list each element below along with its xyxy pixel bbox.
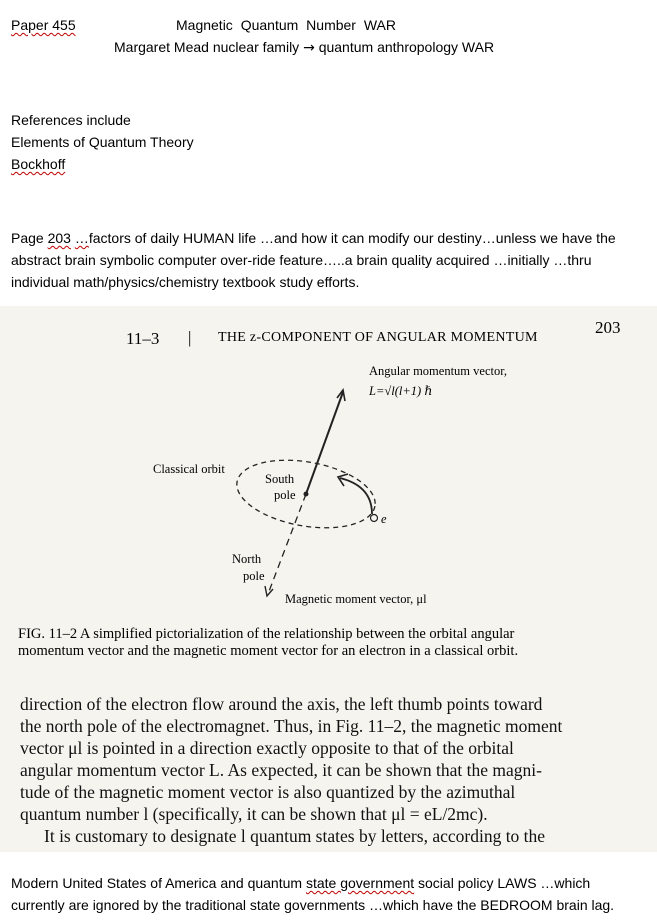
body-line-1: direction of the electron flow around the axis, the left thumb points toward — [20, 694, 543, 714]
electron-direction-arrow — [340, 478, 372, 514]
section-number: 11–3 — [126, 329, 160, 348]
footer-line-2: currently are ignored by the traditional state governments …which have the BEDROOM brain lag. — [11, 897, 615, 913]
footer-line-1 — [11, 872, 590, 894]
intro-page-number: 203 — [47, 230, 71, 246]
south-pole-label-1: South — [265, 472, 295, 486]
intro-line-2: abstract brain symbolic computer over-ride feature…..a brain quality acquired …initially …thru — [11, 252, 592, 268]
electron-icon — [371, 515, 378, 522]
angular-momentum-arrow — [306, 392, 343, 494]
magnetic-moment-label: Magnetic moment vector, μl — [285, 592, 427, 606]
document-title: Magnetic Quantum Number WAR — [176, 17, 396, 33]
angular-momentum-label: Angular momentum vector, — [369, 364, 508, 378]
body-line-3: vector μl is pointed in a direction exactly opposite to that of the orbital — [20, 738, 514, 758]
magnetic-arrowhead — [265, 586, 273, 596]
arrow-icon: → — [303, 40, 315, 56]
footer-state-government: state government — [305, 875, 415, 891]
document-subtitle — [114, 36, 494, 59]
figure-caption-1: FIG. 11–2 A simplified pictorialization of the relationship between the orbital angular — [18, 626, 515, 642]
intro-line-3: individual math/physics/chemistry textbook study efforts. — [11, 274, 360, 290]
body-line-7: It is customary to designate l quantum states by letters, according to the — [44, 826, 546, 846]
body-line-4: angular momentum vector L. As expected, it can be shown that the magni- — [20, 760, 542, 780]
angular-momentum-formula: L=√l(l+1) ℏ — [369, 384, 433, 398]
figure-caption-2: momentum vector and the magnetic moment vector for an electron in a classical orbit. — [18, 643, 519, 659]
magnetic-moment-arrow — [268, 494, 306, 594]
classical-orbit-label: Classical orbit — [153, 462, 225, 476]
intro-ellipsis: … — [74, 230, 89, 246]
subtitle-part-a: Margaret Mead nuclear family — [114, 39, 300, 55]
body-line-2: the north pole of the electromagnet. Thus, in Fig. 11–2, the magnetic moment — [20, 716, 563, 736]
footer-text-a: Modern United States of America and quantum — [11, 875, 306, 891]
paper-number: Paper 455 — [11, 17, 76, 33]
body-line-5: tude of the magnetic moment vector is also quantized by the azimuthal — [20, 782, 516, 802]
pole-point — [304, 492, 309, 497]
references-heading: References include — [11, 112, 131, 128]
subtitle-part-b: quantum anthropology WAR — [318, 39, 495, 55]
north-pole-label-1: North — [232, 552, 262, 566]
intro-text: factors of daily HUMAN life …and how it can modify our destiny…unless we have the — [88, 230, 616, 246]
north-pole-label-2: pole — [243, 569, 265, 583]
electron-label: e — [381, 512, 387, 526]
body-line-6: quantum number l (specifically, it can be shown that μl = eL/2mc). — [20, 804, 488, 824]
footer-text-c: social policy LAWS …which — [414, 875, 591, 891]
page-number: 203 — [595, 318, 621, 337]
reference-author: Bockhoff — [11, 156, 66, 172]
reference-book: Elements of Quantum Theory — [11, 134, 194, 150]
scanned-textbook-page — [0, 306, 657, 852]
intro-line-1 — [11, 227, 616, 249]
south-pole-label-2: pole — [274, 488, 296, 502]
header-divider: | — [188, 328, 192, 347]
intro-page-label: Page — [11, 230, 48, 246]
figure-11-2 — [0, 306, 657, 616]
running-title: THE z-COMPONENT OF ANGULAR MOMENTUM — [218, 330, 538, 345]
